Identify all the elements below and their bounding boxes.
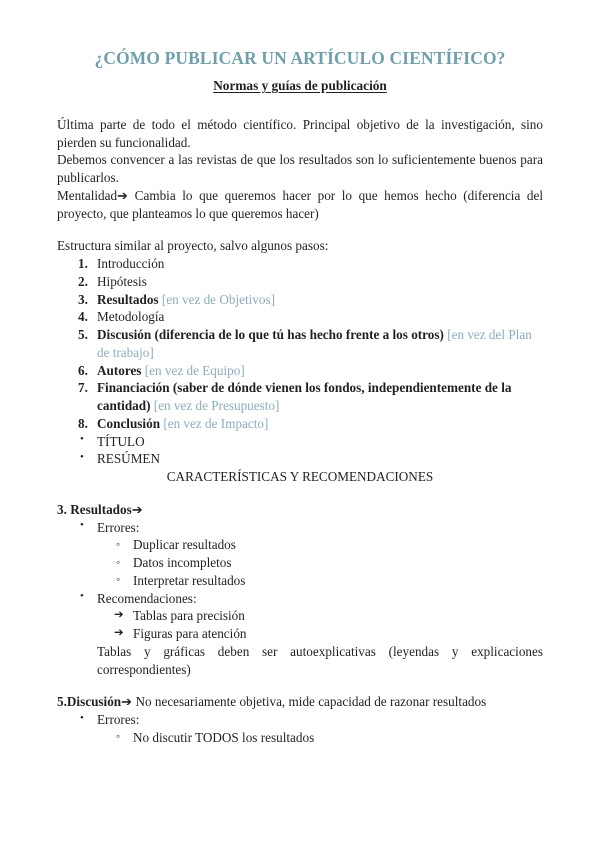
list-item-number: 7. <box>78 380 88 396</box>
discusion-heading <box>57 693 543 711</box>
list-item <box>57 379 543 415</box>
list-item-label: Discusión (diferencia de lo que tú has hecho frente a los otros) <box>97 327 444 343</box>
resultados-errores-list <box>57 536 543 589</box>
list-item: • RESÚMEN <box>57 450 543 468</box>
list-item: ➔ Tablas para precisión <box>57 607 543 625</box>
list-item-label: Resultados <box>97 291 159 307</box>
resultados-heading-bold: 3. Resultados <box>57 501 132 517</box>
list-item <box>57 415 543 433</box>
list-item: • TÍTULO <box>57 433 543 451</box>
list-item-number: 2. <box>78 273 88 289</box>
list-item-label: Hipótesis <box>97 273 147 289</box>
list-item-annotation: [en vez de Presupuesto] <box>153 398 280 414</box>
characteristics-heading: CARACTERÍSTICAS Y RECOMENDACIONES <box>166 469 434 485</box>
structure-ordered-list <box>57 255 543 433</box>
resultados-recomendaciones-list <box>57 607 543 643</box>
list-item: ◦ Datos incompletos <box>57 554 543 572</box>
list-item: ◦ Duplicar resultados <box>57 536 543 554</box>
list-item-label: Introducción <box>97 256 165 272</box>
list-item-label: Conclusión <box>97 415 161 431</box>
list-item <box>57 291 543 309</box>
intro-paragraph-1: Última parte de todo el método científico. Principal objetivo de la investigación, sino pierden su funcionalidad. <box>57 116 543 150</box>
list-item: ➔ Figuras para atención <box>57 625 543 643</box>
list-item-annotation: [en vez del Plan de trabajo] <box>97 327 532 360</box>
discusion-errores-list <box>57 729 543 747</box>
list-item: ◦ No discutir TODOS los resultados <box>57 729 543 747</box>
discusion-errores-group <box>57 711 543 729</box>
list-item-label: Metodología <box>97 309 165 325</box>
intro-paragraph-3: Mentalidad➔ Cambia lo que queremos hacer por lo que hemos hecho (diferencia del proyecto, que planteamos lo que queremos hacer) <box>57 187 543 221</box>
list-item: • Errores: <box>57 519 543 537</box>
resultados-section <box>57 501 543 679</box>
resultados-heading-tail: ➔ <box>131 501 143 517</box>
list-item: • Recomendaciones: <box>57 590 543 608</box>
resultados-closing-note: Tablas y gráficas deben ser autoexplicativas (leyendas y explicaciones correspondientes) <box>97 643 543 677</box>
list-item-number: 6. <box>78 362 88 378</box>
list-item: ◦ Interpretar resultados <box>57 572 543 590</box>
list-item-number: 4. <box>78 309 88 325</box>
discusion-heading-tail: ➔ No necesariamente objetiva, mide capacidad de razonar resultados <box>121 694 487 710</box>
structure-lead: Estructura similar al proyecto, salvo algunos pasos: <box>57 238 329 254</box>
discusion-section <box>57 693 543 746</box>
intro-paragraph-2: Debemos convencer a las revistas de que los resultados son lo suficientemente buenos para publicarlos. <box>57 152 543 186</box>
list-item-annotation: [en vez de Equipo] <box>144 362 245 378</box>
list-item <box>57 273 543 291</box>
list-item <box>57 326 543 362</box>
list-item-annotation: [en vez de Impacto] <box>163 415 269 431</box>
list-item-number: 5. <box>78 327 88 343</box>
page-subtitle: Normas y guías de publicación <box>213 77 387 93</box>
list-item <box>57 255 543 273</box>
list-item <box>57 362 543 380</box>
resultados-errores-group <box>57 519 543 537</box>
list-item-number: 8. <box>78 415 88 431</box>
list-item-number: 3. <box>78 291 88 307</box>
structure-section <box>57 237 543 468</box>
discusion-heading-bold: 5.Discusión <box>57 694 122 710</box>
list-item-label: Financiación (saber de dónde vienen los fondos, independientemente de la cantidad) <box>97 380 512 414</box>
structure-extra-bullets <box>57 433 543 469</box>
resultados-recomendaciones-group <box>57 590 543 608</box>
list-item-label: Autores <box>97 362 142 378</box>
list-item-annotation: [en vez de Objetivos] <box>161 291 276 307</box>
page-title: ¿CÓMO PUBLICAR UN ARTÍCULO CIENTÍFICO? <box>94 48 506 68</box>
list-item: • Errores: <box>57 711 543 729</box>
resultados-heading <box>57 501 543 519</box>
list-item <box>57 308 543 326</box>
intro-paragraphs <box>57 116 543 223</box>
list-item-number: 1. <box>78 256 88 272</box>
